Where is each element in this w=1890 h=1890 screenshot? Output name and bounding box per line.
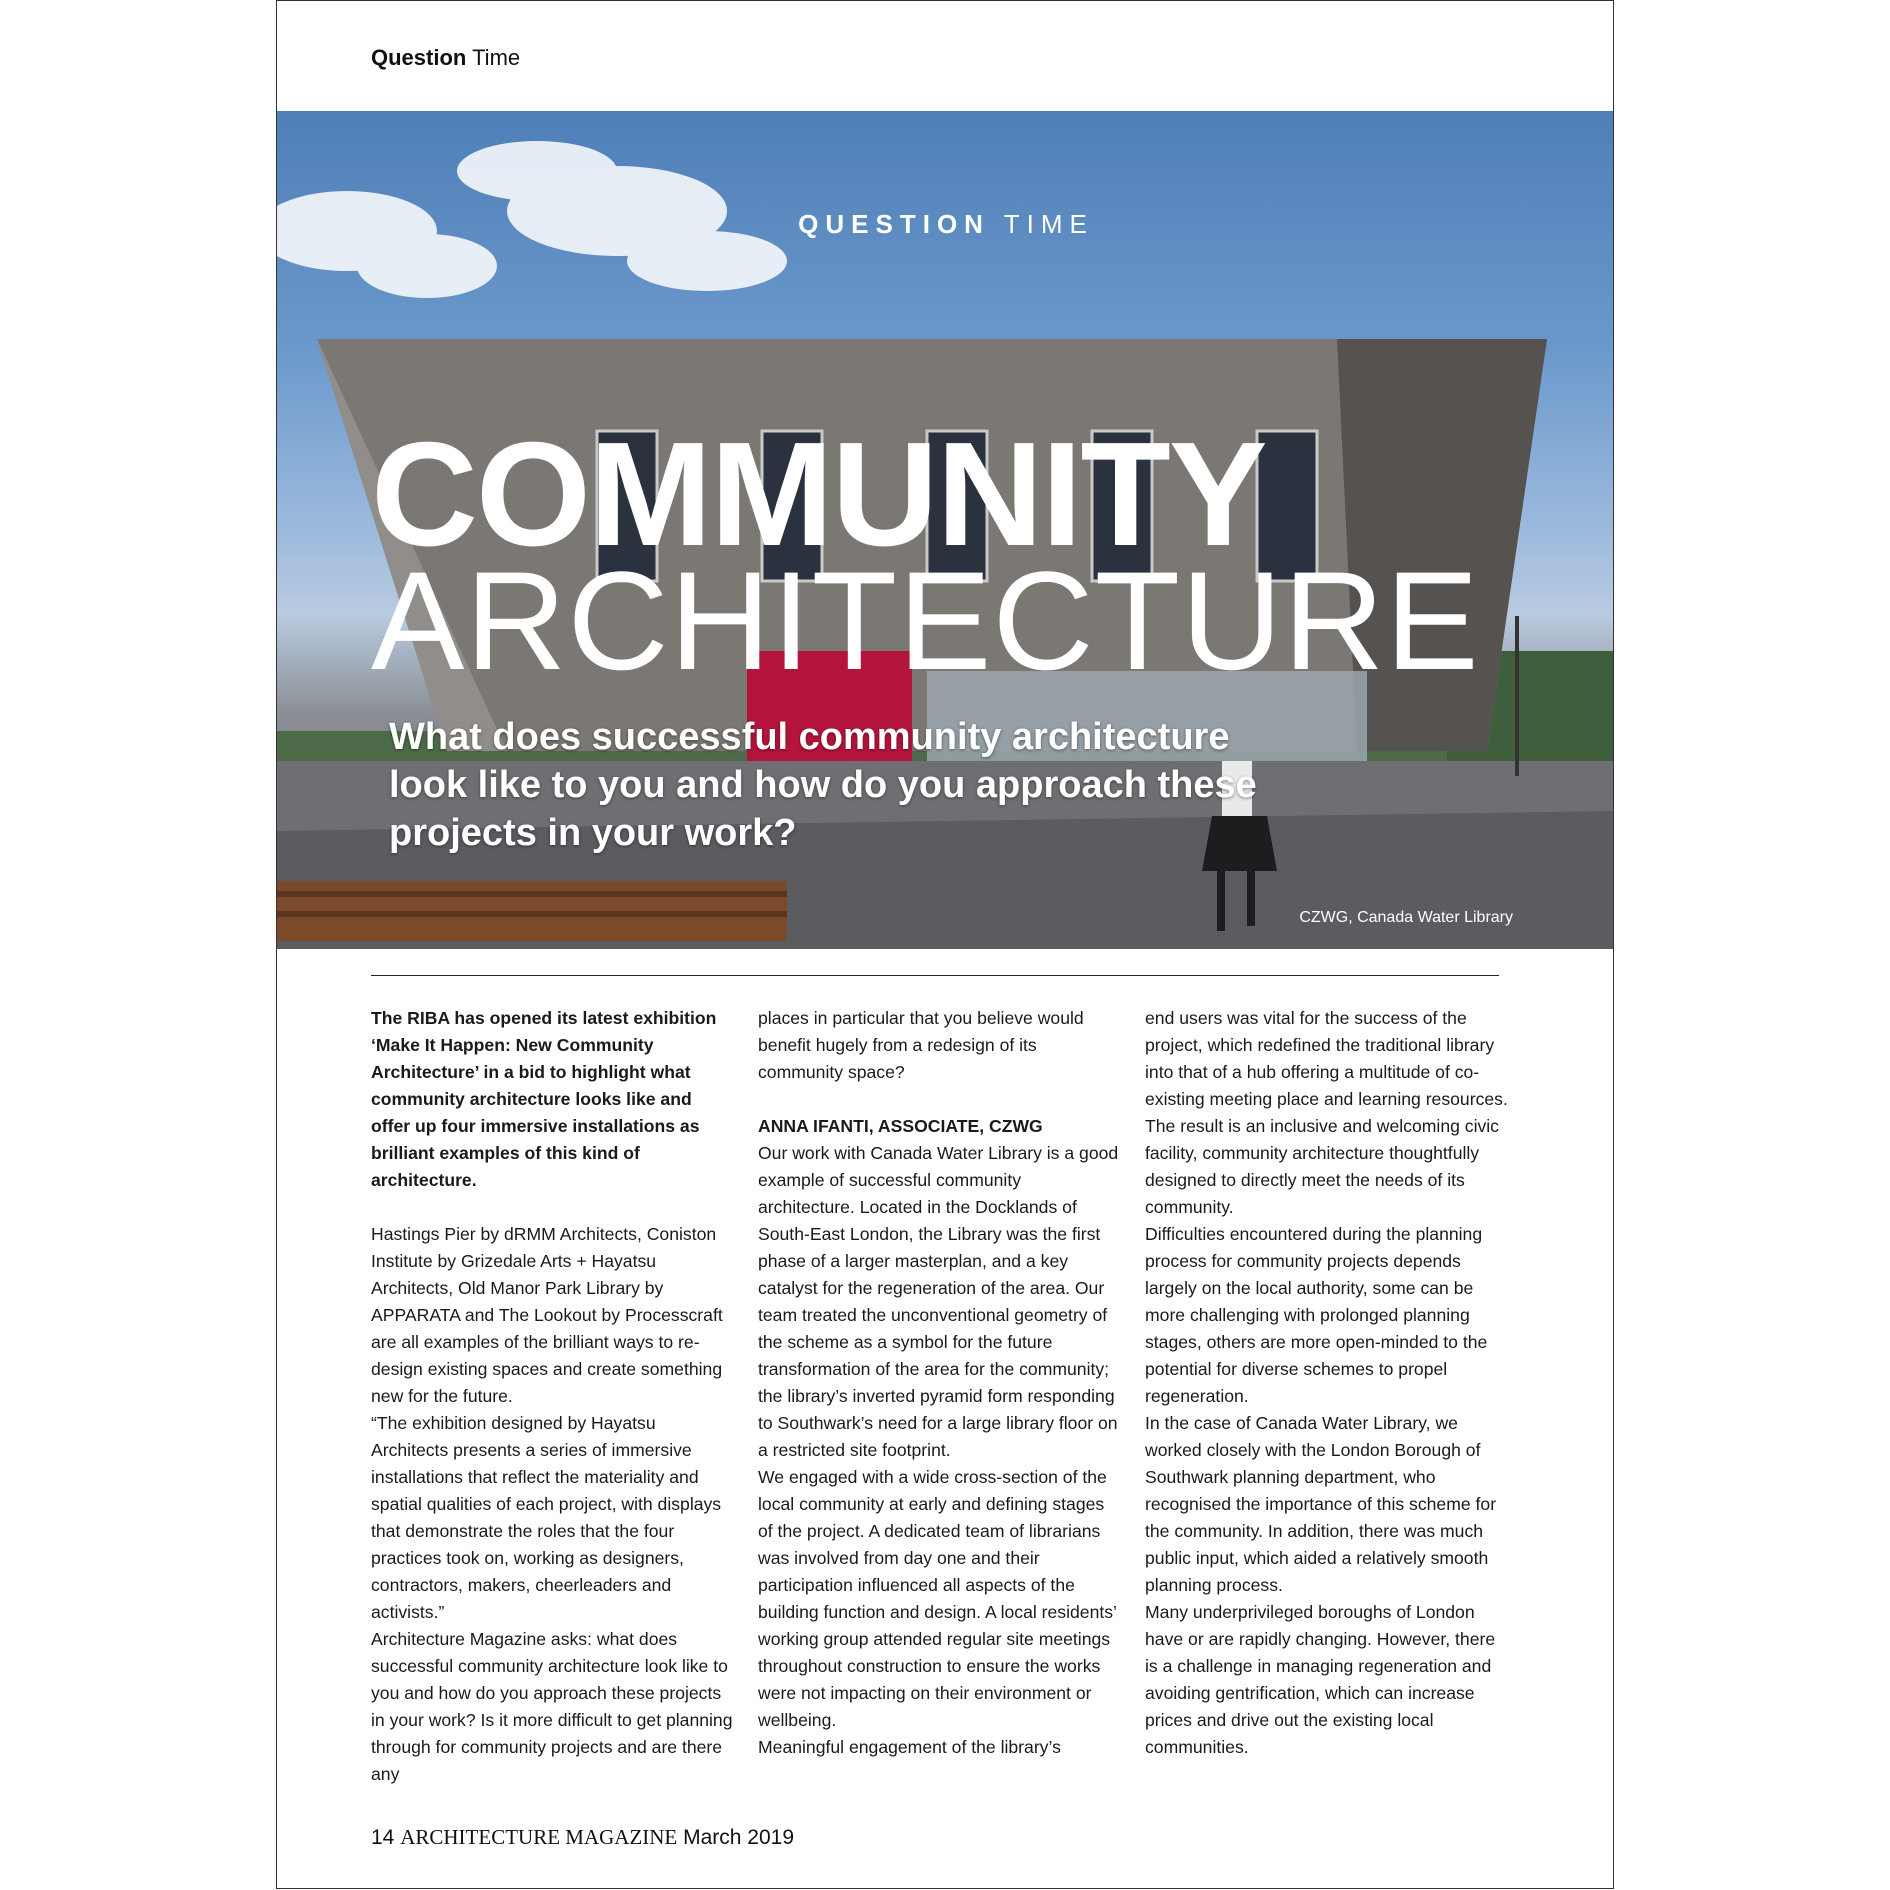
body-paragraph: Many underprivileged boroughs of London have or are rapidly changing. However, there is a challenge in managing regeneration and avoiding gentrification, which can increase prices and drive out the existing local communities. [1145, 1602, 1496, 1757]
column-1 [371, 1005, 735, 1788]
section-kicker [277, 209, 1614, 240]
issue-date: March 2019 [683, 1826, 795, 1849]
running-head [371, 45, 520, 71]
headline-line-2: ARCHITECTURE [371, 542, 1480, 699]
intro-paragraph: The RIBA has opened its latest exhibition ‘Make It Happen: New Community Architecture’ in a bid to highlight what community architecture looks like and offer up four immersive installations as brilliant examples of this kind of architecture. [371, 1008, 717, 1190]
body-paragraph: Hastings Pier by dRMM Architects, Coniston Institute by Grizedale Arts + Hayatsu Architects, Old Manor Park Library by APPARATA and The Lookout by Processcraft are all examples of the brilliant ways to re-design existing spaces and create something new for the future. [371, 1224, 723, 1406]
column-2 [758, 1005, 1122, 1761]
photo-caption: CZWG, Canada Water Library [1299, 909, 1513, 926]
kicker-rest: TIME [1003, 209, 1094, 239]
kicker-bold: QUESTION [798, 209, 990, 239]
magazine-page [276, 0, 1614, 1889]
running-head-bold: Question [371, 45, 467, 70]
body-paragraph: In the case of Canada Water Library, we worked closely with the London Borough of Southwark planning department, who recognised the importance of this scheme for the community. In addition, there was much public input, which aided a relatively smooth planning process. [1145, 1413, 1497, 1595]
standfirst: What does successful community architecture look like to you and how do you approach these projects in your work? [389, 716, 1257, 854]
divider-rule [371, 975, 1499, 976]
body-paragraph: end users was vital for the success of the project, which redefined the traditional library into that of a hub offering a multitude of co-existing meeting place and learning resources. The result is an inclusive and welcoming civic facility, community architecture thoughtfully designed to directly meet the needs of its community. [1145, 1008, 1508, 1217]
body-paragraph: Our work with Canada Water Library is a good example of successful community architecture. Located in the Docklands of South-East London, the Library was the first phase of a larger masterplan, and a key catalyst for the regeneration of the area. Our team treated the unconventional geometry of the scheme as a symbol for the future transformation of the area for the community; the library’s inverted pyramid form responding to Southwark’s need for a large library floor on a restricted site footprint. [758, 1143, 1119, 1460]
body-paragraph: Meaningful engagement of the library’s [758, 1737, 1061, 1757]
interviewee-heading: ANNA IFANTI, ASSOCIATE, CZWG [758, 1116, 1043, 1136]
body-paragraph: “The exhibition designed by Hayatsu Architects presents a series of immersive installations that reflect the materiality and spatial qualities of each project, with displays that demonstrate the roles that the four practices took on, working as designers, contractors, makers, cheerleaders and activists.” [371, 1413, 722, 1622]
magazine-name: ARCHITECTURE MAGAZINE [400, 1825, 678, 1849]
body-paragraph: Difficulties encountered during the planning process for community projects depends largely on the local authority, some can be more challenging with prolonged planning stages, others are more open-minded to the potential for diverse schemes to propel regeneration. [1145, 1224, 1488, 1406]
body-paragraph: We engaged with a wide cross-section of the local community at early and defining stages of the project. A dedicated team of librarians was involved from day one and their participation influenced all aspects of the building function and design. A local residents’ working group attended regular site meetings throughout construction to ensure the works were not impacting on their environment or wellbeing. [758, 1467, 1117, 1730]
column-3 [1145, 1005, 1509, 1761]
running-head-rest: Time [472, 45, 521, 70]
page-footer [371, 1825, 794, 1850]
headline-line-1: COMMUNITY [371, 412, 1266, 577]
hero-image [277, 111, 1614, 949]
body-paragraph: Architecture Magazine asks: what does successful community architecture look like to you and how do you approach these projects in your work? Is it more difficult to get planning through for community projects and are there any [371, 1629, 733, 1784]
page-number: 14 [371, 1826, 395, 1849]
body-paragraph: places in particular that you believe would benefit hugely from a redesign of its community space? [758, 1008, 1084, 1082]
